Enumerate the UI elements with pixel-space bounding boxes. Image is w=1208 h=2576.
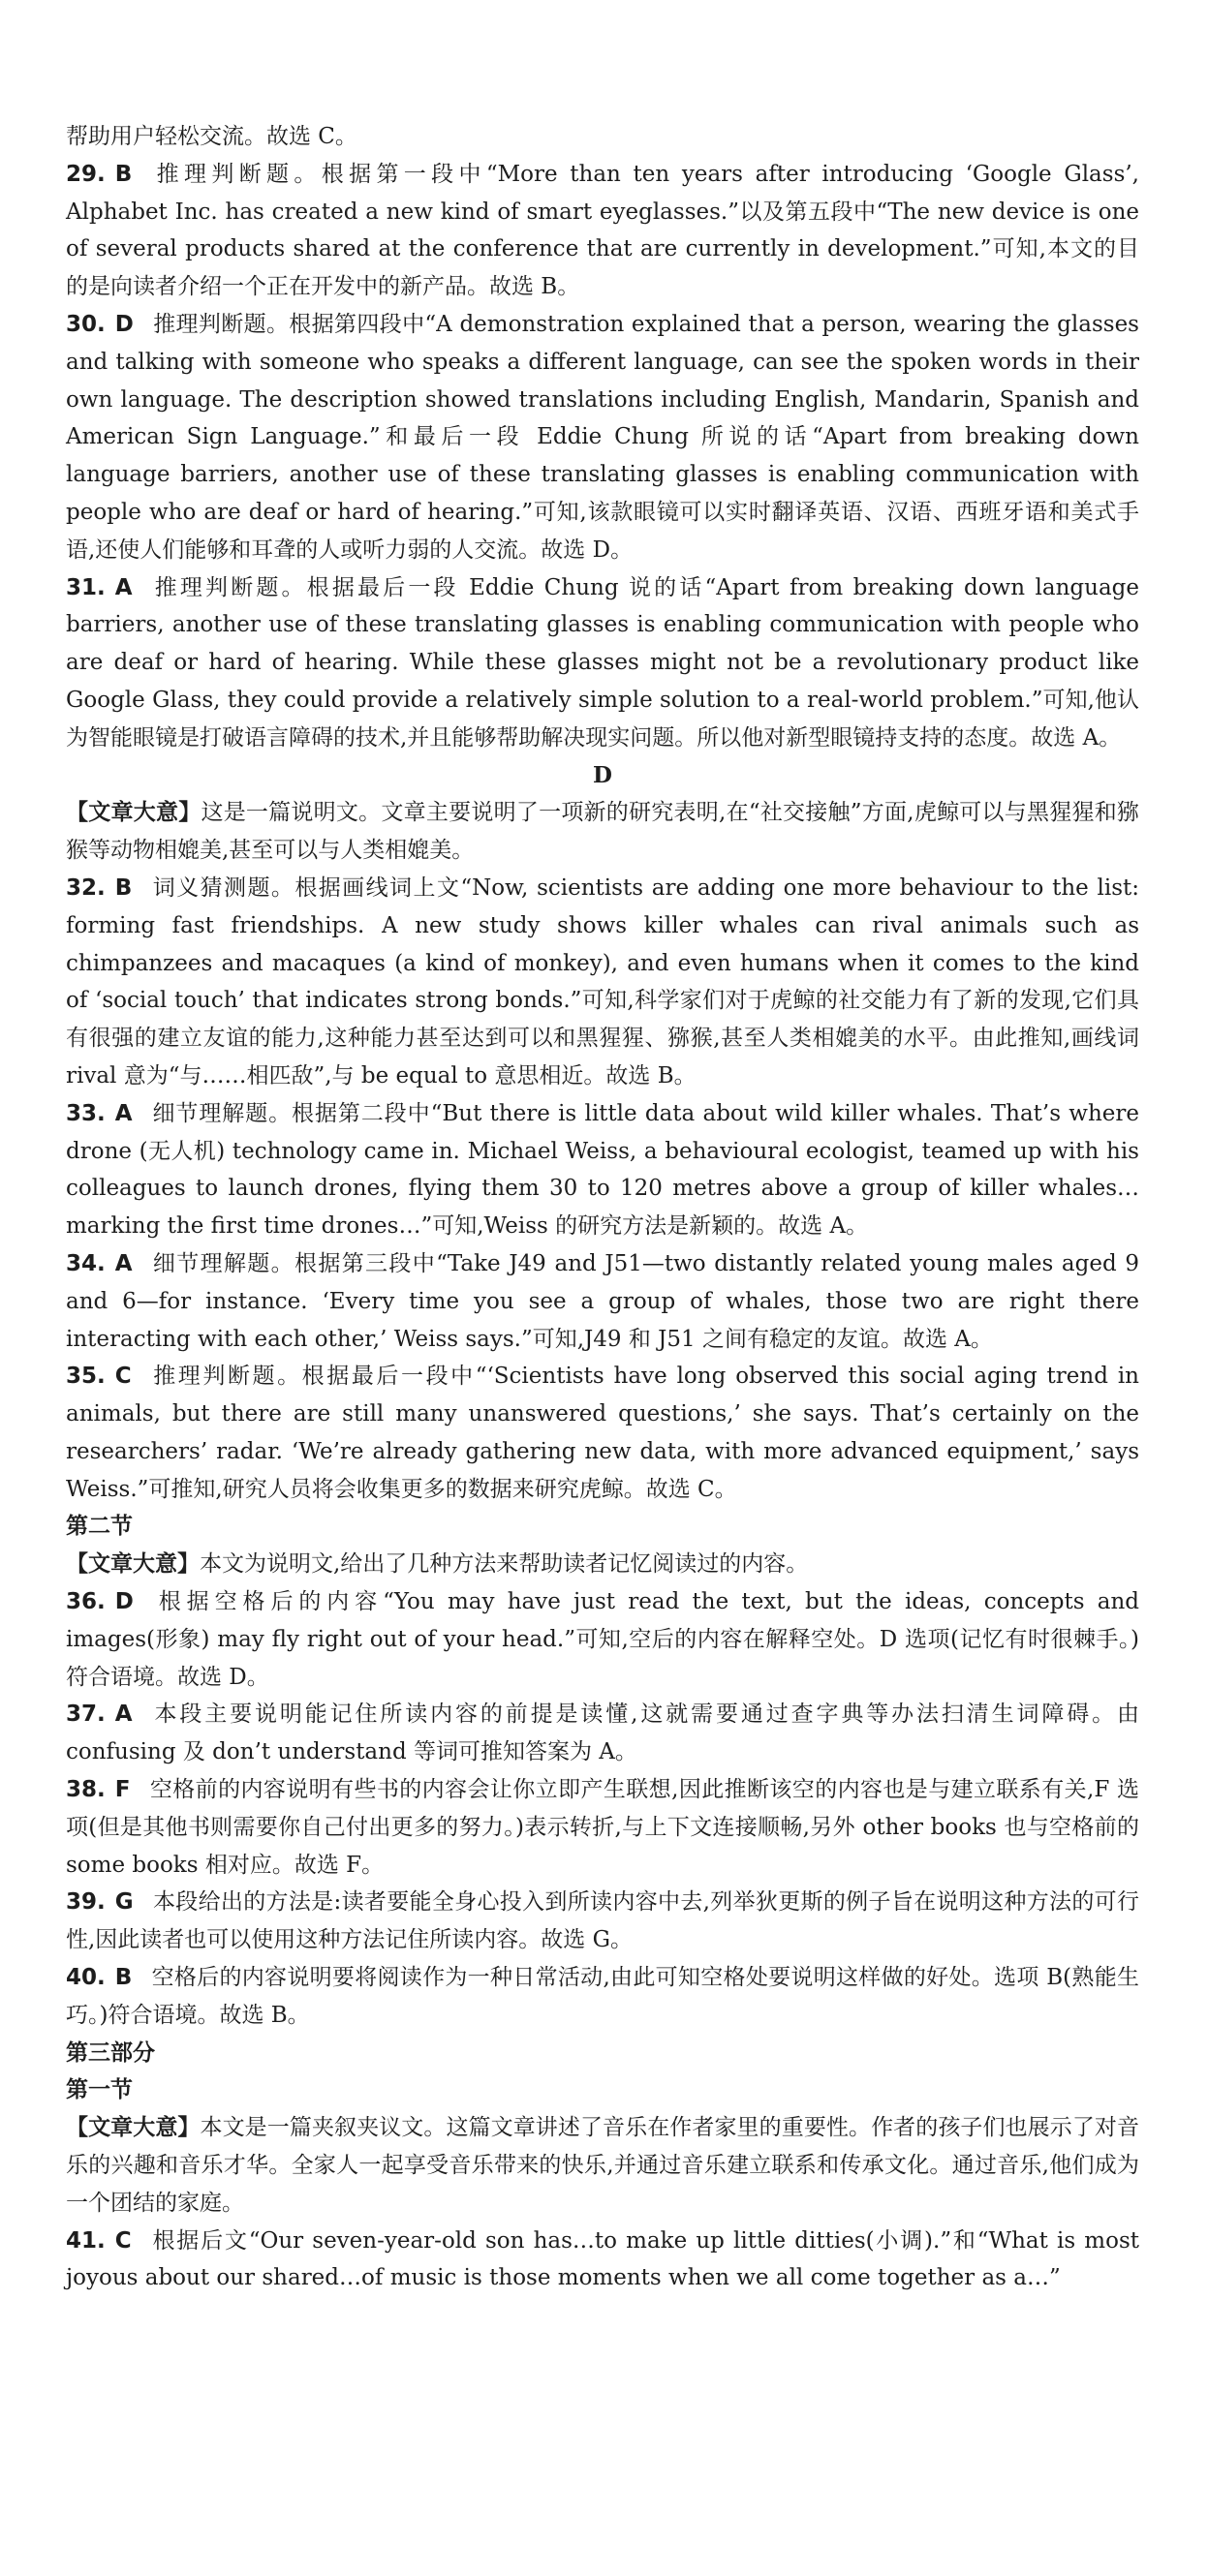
question-35 xyxy=(66,1358,1139,1508)
part-three-section-one-heading: 第一节 xyxy=(66,2077,133,2103)
question-29 xyxy=(66,156,1139,306)
question-number: 37. xyxy=(66,1702,106,1728)
answer-letter: C xyxy=(114,1364,132,1390)
answer-letter: B xyxy=(114,161,133,187)
question-number: 38. xyxy=(66,1777,106,1803)
question-number: 32. xyxy=(66,874,106,901)
question-number: 30. xyxy=(66,311,106,337)
answer-letter: A xyxy=(114,1250,133,1276)
answer-letter: C xyxy=(114,2227,132,2254)
question-40 xyxy=(66,1959,1139,2035)
question-33 xyxy=(66,1095,1139,1245)
explanation-text: 推理判断题。根据第一段中“More than ten years after introducing ‘Google Glass’, Alphabet Inc. has created a new kind of smart eyeglasses.”以及第五段中“The new device is one of several products shared at the conference that are currently in development.”可知,本文的目的是向读者介绍一个正在开发中的新产品。故选 B。 xyxy=(66,161,1139,300)
summary-text: 本文是一篇夹叙夹议文。这篇文章讲述了音乐在作者家里的重要性。作者的孩子们也展示了对音乐的兴趣和音乐才华。全家人一起享受音乐带来的快乐,并通过音乐建立联系和传承文化。通过音乐,他们成为一个团结的家庭。 xyxy=(66,2115,1140,2216)
question-41 xyxy=(66,2223,1139,2298)
question-34 xyxy=(66,1245,1139,1358)
part-three-heading: 第三部分 xyxy=(66,2039,155,2066)
explanation-text: 词义猜测题。根据画线词上文“Now, scientists are adding one more behaviour to the list: forming fast friendships. A new study shows killer whales can rival animals such as chimpanzees and macaques (a kind of monkey), and even humans when it comes to the kind of ‘social touch’ that indicates strong bonds.”可知,科学家们对于虎鲸的社交能力有了新的发现,它们具有很强的建立友谊的能力,这种能力甚至达到可以和黑猩猩、猕猴,甚至人类相媲美的水平。由此推知,画线词 rival 意为“与……相匹敌”,与 be equal to 意思相近。故选 B。 xyxy=(66,874,1139,1089)
summary-text: 这是一篇说明文。文章主要说明了一项新的研究表明,在“社交接触”方面,虎鲸可以与黑猩猩和猕猴等动物相媲美,甚至可以与人类相媲美。 xyxy=(66,800,1139,864)
answer-letter: A xyxy=(114,1100,133,1126)
summary-tag: 【文章大意】 xyxy=(66,1551,200,1578)
summary-part-two xyxy=(66,1546,1139,1583)
explanation-text: 根据空格后的内容“You may have just read the text, but the ideas, concepts and images(形象) may fly right out of your head.”可知,空后的内容在解释空处。D 选项(记忆有时很棘手。)符合语境。故选 D。 xyxy=(66,1589,1139,1690)
summary-tag: 【文章大意】 xyxy=(66,2115,201,2141)
question-number: 31. xyxy=(66,574,106,600)
question-38 xyxy=(66,1771,1139,1884)
explanation-text: 空格后的内容说明要将阅读作为一种日常活动,由此可知空格处要说明这样做的好处。选项 B(熟能生巧。)符合语境。故选 B。 xyxy=(66,1965,1139,2028)
answer-letter: G xyxy=(114,1889,134,1916)
question-number: 33. xyxy=(66,1100,106,1126)
answer-letter: D xyxy=(114,311,134,337)
question-number: 34. xyxy=(66,1250,106,1276)
question-number: 39. xyxy=(66,1889,106,1916)
answer-letter: B xyxy=(114,874,133,901)
question-number: 41. xyxy=(66,2227,106,2254)
explanation-text: 推理判断题。根据最后一段 Eddie Chung 说的话“Apart from breaking down language barriers, another use of these translating glasses is enabling communication with people who are deaf or hard of hearing. While these glasses might not be a revolutionary product like Google Glass, they could provide a relatively simple solution to a real-world problem.”可知,他认为智能眼镜是打破语言障碍的技术,并且能够帮助解决现实问题。所以他对新型眼镜持支持的态度。故选 A。 xyxy=(66,574,1139,751)
explanation-text: 本段给出的方法是:读者要能全身心投入到所读内容中去,列举狄更斯的例子旨在说明这种方法的可行性,因此读者也可以使用这种方法记住所读内容。故选 G。 xyxy=(66,1889,1139,1953)
explanation-text: 本段主要说明能记住所读内容的前提是读懂,这就需要通过查字典等办法扫清生词障碍。由 confusing 及 don’t understand 等词可推知答案为 A。 xyxy=(66,1702,1139,1765)
explanation-text: 推理判断题。根据最后一段中“‘Scientists have long observed this social aging trend in animals, but there are still many unanswered questions,’ she says. That’s certainly on the researchers’ radar. ‘We’re already gathering new data, with more advanced equipment,’ says Weiss.”可推知,研究人员将会收集更多的数据来研究虎鲸。故选 C。 xyxy=(66,1364,1139,1502)
explanation-text: 细节理解题。根据第二段中“But there is little data about wild killer whales. That’s where drone (无人机) technology came in. Michael Weiss, a behavioural ecologist, teamed up with his colleagues to launch drones, flying them 30 to 120 metres above a group of killer whales…marking the first time drones…”可知,Weiss 的研究方法是新颖的。故选 A。 xyxy=(66,1100,1139,1240)
answer-letter: D xyxy=(114,1589,134,1615)
summary-d xyxy=(66,794,1139,870)
question-39 xyxy=(66,1884,1139,1959)
part-two-heading: 第二节 xyxy=(66,1514,133,1540)
question-30 xyxy=(66,306,1139,569)
answer-letter: B xyxy=(114,1965,133,1991)
summary-tag: 【文章大意】 xyxy=(66,800,201,826)
question-36 xyxy=(66,1583,1139,1696)
answer-letter: A xyxy=(114,574,133,600)
question-number: 40. xyxy=(66,1965,106,1991)
answer-letter: F xyxy=(114,1777,131,1803)
explanation-text: 推理判断题。根据第四段中“A demonstration explained that a person, wearing the glasses and talking with someone who speaks a different language, can see the spoken words in their own language. The description showed translations including English, Mandarin, Spanish and American Sign Language.”和最后一段 Eddie Chung 所说的话“Apart from breaking down language barriers, another use of these translating glasses is enabling communication with people who are deaf or hard of hearing.”可知,该款眼镜可以实时翻译英语、汉语、西班牙语和美式手语,还使人们能够和耳聋的人或听力弱的人交流。故选 D。 xyxy=(66,311,1139,563)
question-31 xyxy=(66,569,1139,757)
question-number: 29. xyxy=(66,161,106,187)
explanation-text: 根据后文“Our seven-year-old son has…to make up little ditties(小调).”和“What is most joyous about our shared…of music is those moments when we all come together as a…” xyxy=(66,2227,1139,2291)
question-37 xyxy=(66,1696,1139,1771)
summary-text: 本文为说明文,给出了几种方法来帮助读者记忆阅读过的内容。 xyxy=(200,1551,809,1578)
page-content xyxy=(66,118,1139,2297)
section-heading-d: D xyxy=(593,761,612,788)
question-number: 36. xyxy=(66,1589,106,1615)
answer-letter: A xyxy=(114,1702,133,1728)
question-32 xyxy=(66,870,1139,1095)
intro-tail: 帮助用户轻松交流。故选 C。 xyxy=(66,124,357,149)
explanation-text: 细节理解题。根据第三段中“Take J49 and J51—two distantly related young males aged 9 and 6—for instance. ‘Every time you see a group of whales, those two are right there interacting with each other,’ Weiss says.”可知,J49 和 J51 之间有稳定的友谊。故选 A。 xyxy=(66,1250,1139,1352)
question-number: 35. xyxy=(66,1364,106,1390)
summary-part-three xyxy=(66,2109,1139,2222)
explanation-text: 空格前的内容说明有些书的内容会让你立即产生联想,因此推断该空的内容也是与建立联系有关,F 选项(但是其他书则需要你自己付出更多的努力。)表示转折,与上下文连接顺畅,另外 other books 也与空格前的 some books 相对应。故选 F。 xyxy=(66,1777,1139,1878)
